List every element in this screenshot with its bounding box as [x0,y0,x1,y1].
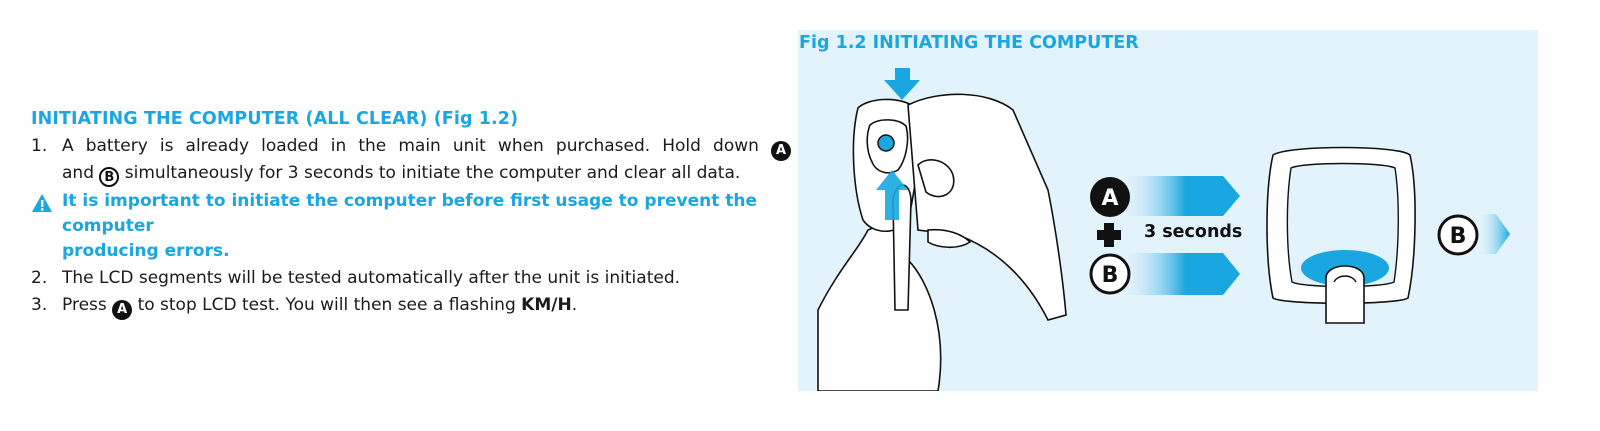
fig-button-b-label: B [1101,263,1119,288]
warning-note [31,189,791,264]
arrow-a [1120,176,1240,216]
hand-device-illustration [818,94,1066,391]
step-number: 3. [31,295,48,315]
figure-illustration [798,30,1538,391]
button-b-icon: B [99,167,119,187]
button-a-icon: A [771,141,791,161]
step-number: 2. [31,268,48,288]
warning-icon [31,193,53,213]
fig-button-b-right-label: B [1449,224,1467,249]
step-2: 2. The LCD segments will be tested automatically after the unit is initiated. [31,266,791,291]
kmh-label: KM/H [521,295,572,315]
button-a-icon: A [112,300,132,320]
step-1: 1. A battery is already loaded in the main unit when purchased. Hold down A and B simultaneously for 3 seconds to initiate the computer and clear all data. [31,134,791,187]
instruction-column [31,109,791,322]
computer-device-illustration [1267,148,1415,324]
step-3: 3. Press A to stop LCD test. You will then see a flashing KM/H. [31,293,791,320]
seconds-label: 3 seconds [1144,222,1243,242]
arrow-b [1120,253,1240,295]
button-press-indicator [878,135,894,151]
figure-title: Fig 1.2 INITIATING THE COMPUTER [799,33,1139,53]
arrow-b-right [1478,214,1510,254]
plus-icon [1097,223,1121,247]
warning-line-1: It is important to initiate the computer before first usage to prevent the computer [62,191,757,236]
fig-button-a-label: A [1101,186,1119,211]
step-number: 1. [31,136,48,156]
warning-line-2: producing errors. [62,241,230,261]
figure-panel [798,30,1538,391]
section-heading: INITIATING THE COMPUTER (ALL CLEAR) (Fig 1.2) [31,109,519,129]
finger [1326,266,1364,323]
down-arrow-icon [884,68,920,100]
